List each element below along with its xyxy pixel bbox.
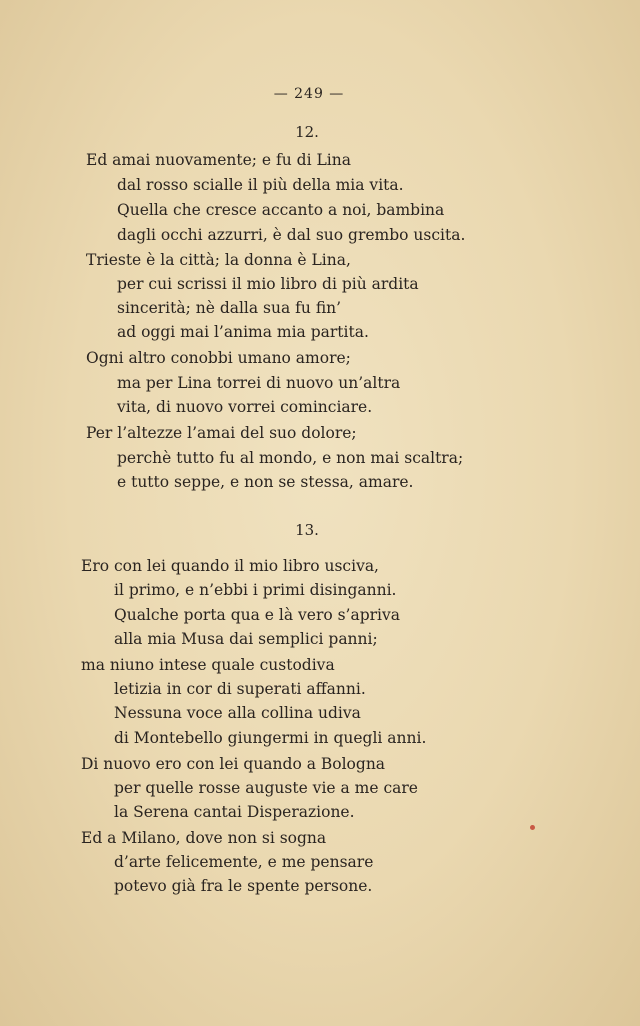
page-number: — 249 —: [273, 86, 345, 102]
verse-line: di Montebello giungermi in quegli anni.: [114, 729, 427, 747]
verse-line: sincerità; nè dalla sua fu fin’: [117, 299, 342, 317]
verse-line: ma niuno intese quale custodiva: [81, 656, 335, 674]
verse-line: alla mia Musa dai semplici panni;: [114, 630, 378, 648]
verse-line: per quelle rosse auguste vie a me care: [114, 779, 418, 797]
section-number-13: 13.: [295, 521, 319, 539]
verse-line: vita, di nuovo vorrei cominciare.: [117, 398, 373, 416]
verse-line: perchè tutto fu al mondo, e non mai scaltra;: [117, 449, 464, 467]
verse-line: Nessuna voce alla collina udiva: [114, 704, 361, 722]
verse-line: potevo già fra le spente persone.: [114, 877, 373, 895]
verse-line: e tutto seppe, e non se stessa, amare.: [117, 473, 414, 491]
verse-line: il primo, e n’ebbi i primi disinganni.: [114, 581, 397, 599]
verse-line: Quella che cresce accanto a noi, bambina: [117, 201, 445, 219]
verse-line: Qualche porta qua e là vero s’apriva: [114, 606, 401, 624]
verse-line: per cui scrissi il mio libro di più ardita: [117, 275, 419, 293]
verse-line: Per l’altezze l’amai del suo dolore;: [86, 424, 357, 442]
verse-line: ad oggi mai l’anima mia partita.: [117, 323, 369, 341]
verse-line: dal rosso scialle il più della mia vita.: [117, 176, 404, 194]
section-number-12: 12.: [295, 123, 319, 141]
verse-line: dagli occhi azzurri, è dal suo grembo uscita.: [117, 226, 466, 244]
verse-line: Trieste è la città; la donna è Lina,: [86, 251, 351, 269]
verse-line: Ero con lei quando il mio libro usciva,: [81, 557, 379, 575]
paper-stain: [530, 825, 535, 830]
verse-line: ma per Lina torrei di nuovo un’altra: [117, 374, 401, 392]
verse-line: Ogni altro conobbi umano amore;: [86, 349, 351, 367]
verse-line: d’arte felicemente, e me pensare: [114, 853, 374, 871]
verse-line: Ed a Milano, dove non si sogna: [81, 829, 327, 847]
verse-line: Ed amai nuovamente; e fu di Lina: [86, 151, 351, 169]
verse-line: Di nuovo ero con lei quando a Bologna: [81, 755, 386, 773]
verse-line: la Serena cantai Disperazione.: [114, 803, 355, 821]
verse-line: letizia in cor di superati affanni.: [114, 680, 366, 698]
